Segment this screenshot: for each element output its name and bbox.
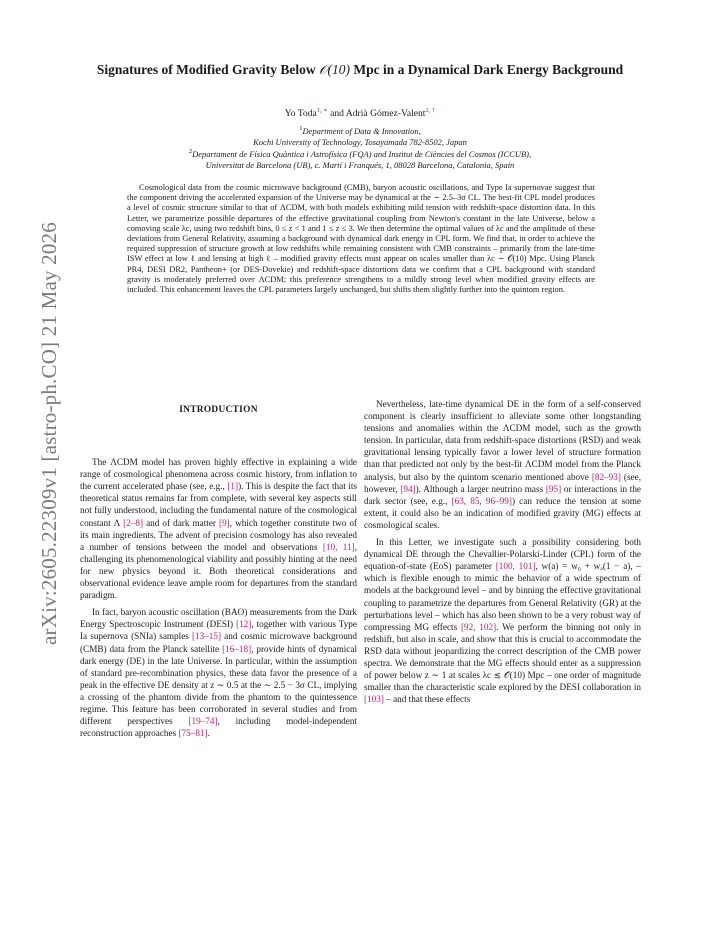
affiliation-1	[90, 126, 630, 148]
paper-title	[80, 62, 640, 78]
title-part-2: Mpc in a Dynamical Dark Energy Background	[349, 62, 624, 77]
paragraph-text: , challenging its phenomenological viability and possibly hinting at the need for new physics beyond it. Both theoretical considerations and observational evidence leave ample room for departures from the standard paradigm.	[80, 541, 357, 601]
affiliation-1-marker: 1	[299, 125, 303, 133]
author-list	[80, 108, 640, 119]
paragraph-text: . We perform the binning not only in redshift, but also in scale, and show that this is crucial to accommodate the RSD data without jeopardizing the correct description of the CMB power spectra. We demonstrate that the MG effects should enter as a suppression of power below z ∼ 1 at scales λc ≲ 𝒪(10) Mpc – one order of magnitude smaller than the characteristic scale explored by the DESI collaboration in	[364, 621, 641, 693]
arxiv-identifier-stamp: arXiv:2605.22309v1 [astro-ph.CO] 21 May 2026	[37, 222, 61, 645]
citation-link[interactable]: [12]	[236, 619, 252, 630]
paragraph-text: ) can reduce the tension at some extent, it could also be an indication of modified gravity (MG) effects at cosmological scales.	[364, 495, 641, 530]
right-column	[364, 398, 641, 710]
affiliation-1-line-2: Kochi University of Technology, Tosayamada 782-8502, Japan	[253, 137, 467, 147]
paragraph-text: In this Letter, we investigate such a possibility considering both dynamical DE through the Chevallier-Polarski-Linder (CPL) form of the equation-of-state (EoS) parameter	[364, 537, 641, 572]
citation-link[interactable]: [92, 102]	[460, 621, 497, 632]
citation-link[interactable]: [82–93]	[591, 471, 621, 482]
citation-link[interactable]: [1]	[227, 481, 239, 492]
paragraph-text: and cosmic microwave background (CMB) data from the Planck satellite	[80, 631, 357, 654]
citation-link[interactable]: [94]	[400, 483, 416, 494]
title-part-1: Signatures of Modified Gravity Below	[96, 62, 319, 77]
title-order-symbol: 𝒪(10)	[318, 62, 350, 77]
paragraph	[364, 398, 641, 531]
citation-link[interactable]: [95]	[545, 483, 562, 494]
paragraph-text: In fact, baryon acoustic oscillation (BAO) measurements from the Dark Energy Spectroscopic Instrument (DESI)	[80, 607, 357, 630]
author-2-affiliation-mark[interactable]: 2, †	[425, 106, 436, 114]
paragraph-text: , provide hints of dynamical dark energy (DE) in the late Universe. In particular, within the assumption of standard pre-recombination physics, these data favor the presence of a peak in the effective DE density at z ∼ 0.5 at the ∼ 2.5 − 3σ CL, implying a crossing of the phantom divide from the phantom to the quintessence regime. This feature has been corroborated in several studies and from different perspectives	[80, 643, 357, 727]
paragraph-text: ). Although a larger neutrino mass	[415, 483, 546, 494]
paragraph-text: or interactions in the dark sector (see, e.g.,	[364, 483, 641, 506]
paragraph-text: The ΛCDM model has proven highly effective in explaining a wide range of cosmological phenomena across cosmic history, from inflation to the current accelerated phase (see, e.g.,	[80, 457, 357, 492]
citation-link[interactable]: [10, 11]	[322, 541, 355, 552]
paragraph-text: , including model-independent reconstruction approaches	[80, 716, 357, 739]
citation-link[interactable]: [75–81]	[178, 728, 208, 739]
paragraph-text: and of dark matter	[143, 517, 220, 528]
affiliation-2-marker: 2	[188, 148, 193, 156]
citation-link[interactable]: [2–8]	[123, 517, 144, 528]
citation-link[interactable]: [13–15]	[191, 631, 222, 642]
authors-conjunction: and	[327, 108, 346, 119]
paragraph-text: Nevertheless, late-time dynamical DE in the form of a self-conserved component is clearly insufficient to alleviate some other longstanding tensions and anomalies within the ΛCDM model, such as the growth tension. In particular, data from redshift-space distortions (RSD) and weak gravitational lensing typically favor a lower level of structure formation than that predicted not only by the best-fit ΛCDM model from the Planck analysis, but also by the quintom scenario mentioned above	[364, 399, 641, 482]
citation-link[interactable]: [19–74]	[188, 716, 218, 727]
paragraph-text: – and that these effects	[383, 694, 471, 705]
author-1-affiliation-mark[interactable]: 1, ∗	[316, 106, 328, 114]
paragraph-text: , w(a) = w₀ + wₐ(1 − a), – which is flexible enough to mimic the behavior of a wide spectrum of models at the background level – and by binning the effective gravitational coupling to parametrize the departures from General Relativity (GR) at the perturbations level – which has also been shown to be a very robust way of compressing MG effects	[364, 561, 642, 632]
paragraph	[364, 536, 641, 705]
paragraph-text: , together with various Type Ia supernova (SNIa) samples	[80, 619, 357, 642]
paragraph	[80, 606, 357, 739]
citation-link[interactable]: [16–18]	[222, 643, 252, 654]
citation-link[interactable]: [100, 101]	[495, 561, 536, 572]
author-1-name: Yo Toda	[284, 108, 317, 119]
paragraph-text: ). This is despite the fact that its theoretical status remains far from complete, with several key aspects still not fully understood, including the fundamental nature of the cosmological constant Λ	[80, 481, 357, 528]
citation-link[interactable]: [63, 85, 96–99]	[451, 495, 512, 506]
author-2-name: Adrià Gómez-Valent	[345, 108, 426, 119]
section-heading-introduction: INTRODUCTION	[179, 405, 258, 415]
affiliation-2	[90, 149, 630, 171]
affiliation-2-line-2: Universitat de Barcelona (UB), c. Martí i Franqués, 1, 08028 Barcelona, Catalonia, Spain	[205, 160, 515, 170]
paragraph-text: , which together constitute two of its main ingredients. The advent of precision cosmology has also revealed a number of tensions between the model and observations	[80, 517, 357, 552]
paragraph-text: (see, however,	[364, 471, 641, 494]
paragraph	[80, 456, 357, 601]
citation-link[interactable]: [9]	[219, 517, 230, 528]
affiliation-2-line-1: Departament de Física Quàntica i Astrofísica (FQA) and Institut de Ciències del Cosmos (ICCUB),	[192, 149, 532, 159]
left-column	[80, 398, 357, 744]
citation-link[interactable]: [103]	[364, 694, 384, 705]
paragraph-text: .	[207, 728, 210, 739]
abstract: Cosmological data from the cosmic microwave background (CMB), baryon acoustic oscillations, and Type Ia supernovae suggest that the component driving the accelerated expansion of the Universe may be dynamical at the ∼ 2.5–3σ CL. The best-fit CPL model produces a level of cosmic structure similar to that of ΛCDM, with both models exhibiting mild tension with redshift-space distortion data. In this Letter, we parametrize possible departures of the effective gravitational coupling from Newton's constant in the late Universe, below a comoving scale λc, using two redshift bins, 0 ≤ z < 1 and 1 ≤ z ≤ 3. We then determine the optimal values of λc and the amplitude of these deviations from General Relativity, assuming a background with dynamical dark energy in CPL form. We find that, in order to achieve the required suppression of structure growth at low redshifts while remaining consistent with CMB constraints – primarily from the late-time ISW effect at low ℓ and lensing at high ℓ – modified gravity effects must appear on scales smaller than λc ∼ 𝒪(10) Mpc. Using Planck PR4, DESI DR2, Pantheon+ (or DES-Dovekie) and redshift-space distortions data we confirm that a CPL background with standard gravity is moderately preferred over ΛCDM; this preference strengthens to a mildly strong level when modified gravity effects are included. This enhancement leaves the CPL parameters largely unchanged, but shifts them slightly further into the quintom region.	[127, 183, 595, 295]
affiliation-1-line-1: Department of Data & Innovation,	[302, 126, 421, 136]
